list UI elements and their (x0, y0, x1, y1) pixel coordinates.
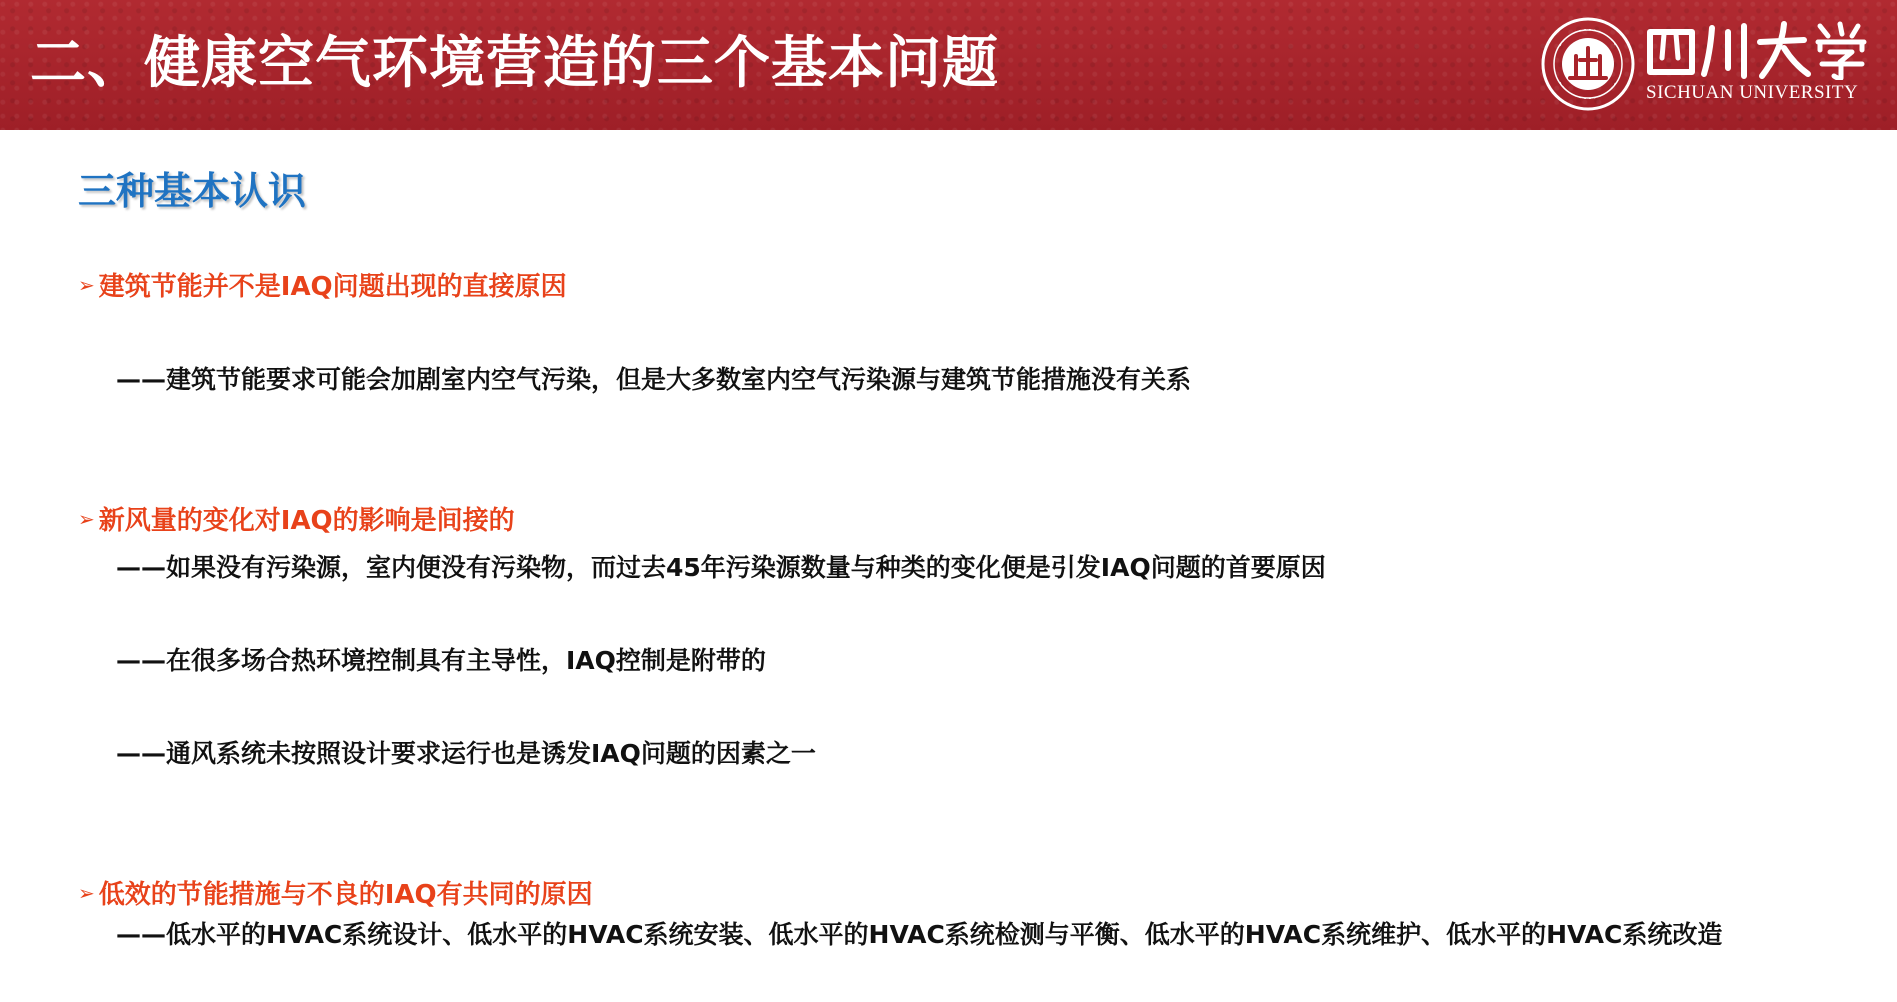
header-banner (0, 0, 1897, 130)
detail-line: ——低水平的HVAC系统设计、低水平的HVAC系统安装、低水平的HVAC系统检测与平衡、低水平的HVAC系统维护、低水平的HVAC系统改造 (116, 920, 1723, 949)
university-name-calligraphy (1644, 20, 1868, 80)
bullet-heading-text: 低效的节能措施与不良的IAQ有共同的原因 (98, 880, 593, 910)
bullet-heading-text: 新风量的变化对IAQ的影响是间接的 (98, 506, 515, 536)
bullet-arrow-icon: ➢ (78, 506, 95, 531)
university-english-name: SICHUAN UNIVERSITY (1646, 82, 1859, 103)
bullet-heading-1 (78, 266, 567, 303)
university-logo (1540, 16, 1870, 112)
page-title: 二、健康空气环境营造的三个基本问题 (30, 31, 999, 96)
detail-line: ——通风系统未按照设计要求运行也是诱发IAQ问题的因素之一 (116, 739, 816, 768)
detail-line: ——在很多场合热环境控制具有主导性，IAQ控制是附带的 (116, 646, 766, 675)
bullet-arrow-icon: ➢ (78, 272, 95, 297)
section-subtitle: 三种基本认识 (78, 169, 307, 213)
detail-line: ——建筑节能要求可能会加剧室内空气污染，但是大多数室内空气污染源与建筑节能措施没有关系 (116, 365, 1192, 394)
bullet-arrow-icon: ➢ (78, 880, 95, 905)
bullet-heading-3 (78, 874, 593, 911)
university-seal-icon (1540, 16, 1636, 112)
bullet-heading-text: 建筑节能并不是IAQ问题出现的直接原因 (98, 272, 567, 302)
bullet-heading-2 (78, 500, 515, 537)
detail-line: ——如果没有污染源，室内便没有污染物，而过去45年污染源数量与种类的变化便是引发IAQ问题的首要原因 (116, 553, 1326, 582)
